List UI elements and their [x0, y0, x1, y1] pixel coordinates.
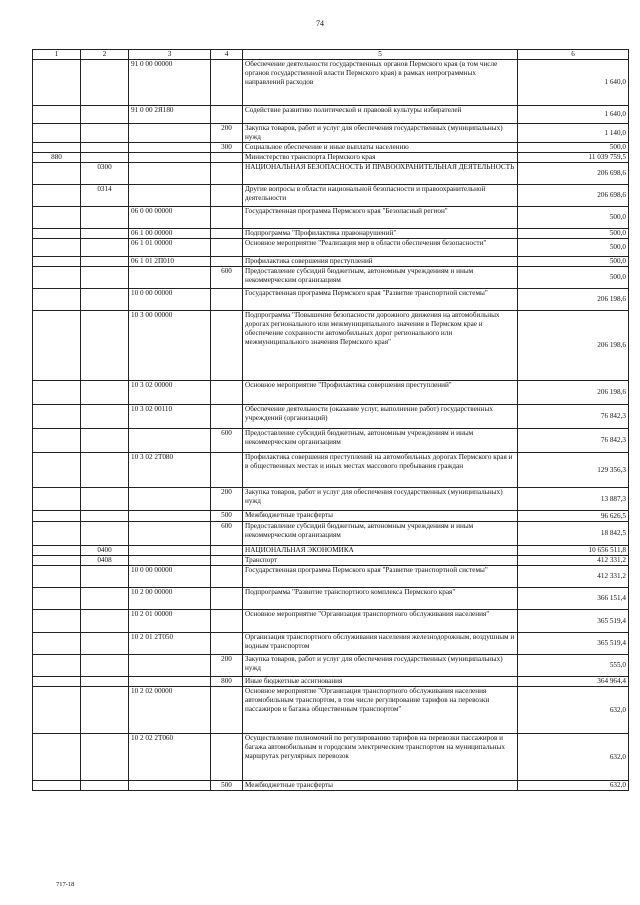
header-col-2: 2: [81, 50, 129, 60]
expense-type-code: [211, 453, 243, 488]
amount: 632,0: [518, 687, 629, 734]
target-article-code: [129, 143, 211, 153]
ministry-code: [33, 405, 81, 429]
amount: 206 698,6: [518, 185, 629, 207]
table-row: [33, 522, 629, 546]
item-name: Обеспечение деятельности (оказание услуг, выполнение работ) государственных учреждений (организаций): [243, 405, 518, 429]
ministry-code: [33, 566, 81, 588]
ministry-code: [33, 207, 81, 229]
item-name: Основное мероприятие "Организация транспортного обслуживания населения автомобильным транспортом, в том числе регулирование тарифов на перевозки пассажиров и багажа общественным транспортом": [243, 687, 518, 734]
target-article-code: 91 0 00 2Я180: [129, 106, 211, 124]
ministry-code: [33, 289, 81, 311]
table-header: [33, 50, 629, 60]
table-row: [33, 588, 629, 610]
expense-type-code: [211, 546, 243, 556]
section-code: [81, 153, 129, 163]
section-code: [81, 610, 129, 633]
section-code: [81, 511, 129, 522]
target-article-code: 10 2 00 00000: [129, 588, 211, 610]
section-code: [81, 143, 129, 153]
ministry-code: [33, 257, 81, 267]
section-code: [81, 381, 129, 405]
target-article-code: 10 3 02 2Т080: [129, 453, 211, 488]
target-article-code: [129, 124, 211, 143]
section-code: [81, 655, 129, 677]
ministry-code: [33, 734, 81, 781]
ministry-code: [33, 522, 81, 546]
target-article-code: [129, 546, 211, 556]
footer-code: 717-18: [56, 881, 75, 888]
target-article-code: [129, 655, 211, 677]
item-name: Предоставление субсидий бюджетным, автономным учреждениям и иным некоммерческим организациям: [243, 267, 518, 289]
table-row: [33, 633, 629, 655]
amount: 1 640,0: [518, 60, 629, 106]
item-name: Подпрограмма "Развитие транспортного комплекса Пермского края": [243, 588, 518, 610]
target-article-code: [129, 522, 211, 546]
section-code: [81, 781, 129, 791]
target-article-code: 06 1 01 00000: [129, 239, 211, 257]
target-article-code: [129, 429, 211, 453]
target-article-code: 10 3 02 00000: [129, 381, 211, 405]
table-row: [33, 143, 629, 153]
table-row: [33, 511, 629, 522]
target-article-code: 91 0 00 00000: [129, 60, 211, 106]
item-name: Социальное обеспечение и иные выплаты населению: [243, 143, 518, 153]
amount: 1 640,0: [518, 106, 629, 124]
amount: 500,0: [518, 207, 629, 229]
target-article-code: 06 0 00 00000: [129, 207, 211, 229]
ministry-code: [33, 556, 81, 566]
expense-type-code: [211, 734, 243, 781]
section-code: [81, 311, 129, 381]
item-name: Государственная программа Пермского края "Безопасный регион": [243, 207, 518, 229]
target-article-code: 10 2 02 2Т060: [129, 734, 211, 781]
header-col-1: 1: [33, 50, 81, 60]
item-name: Содействие развитию политической и правовой культуры избирателей: [243, 106, 518, 124]
table-row: [33, 381, 629, 405]
amount: 500,0: [518, 267, 629, 289]
section-code: [81, 566, 129, 588]
target-article-code: 10 2 01 2Т050: [129, 633, 211, 655]
ministry-code: [33, 453, 81, 488]
ministry-code: [33, 429, 81, 453]
amount: 13 887,3: [518, 488, 629, 511]
section-code: [81, 633, 129, 655]
header-col-3: 3: [129, 50, 211, 60]
section-code: 0400: [81, 546, 129, 556]
table-row: [33, 239, 629, 257]
amount: 632,0: [518, 781, 629, 791]
target-article-code: 06 1 00 00000: [129, 229, 211, 239]
table-row: [33, 106, 629, 124]
amount: 632,0: [518, 734, 629, 781]
ministry-code: [33, 781, 81, 791]
item-name: НАЦИОНАЛЬНАЯ БЕЗОПАСНОСТЬ И ПРАВООХРАНИТЕЛЬНАЯ ДЕЯТЕЛЬНОСТЬ: [243, 163, 518, 185]
table-row: [33, 453, 629, 488]
expense-type-code: [211, 229, 243, 239]
table-row: [33, 229, 629, 239]
ministry-code: [33, 267, 81, 289]
ministry-code: [33, 229, 81, 239]
amount: 206 198,6: [518, 311, 629, 381]
item-name: Основное мероприятие "Организация транспортного обслуживания населения": [243, 610, 518, 633]
amount: 96 626,5: [518, 511, 629, 522]
item-name: Основное мероприятие "Профилактика совершения преступлений": [243, 381, 518, 405]
item-name: Государственная программа Пермского края "Развитие транспортной системы": [243, 289, 518, 311]
table-row: [33, 687, 629, 734]
table-row: [33, 655, 629, 677]
amount: 366 151,4: [518, 588, 629, 610]
expense-type-code: [211, 381, 243, 405]
expense-type-code: 500: [211, 781, 243, 791]
expense-type-code: [211, 566, 243, 588]
amount: 206 198,6: [518, 381, 629, 405]
ministry-code: [33, 381, 81, 405]
section-code: 0314: [81, 185, 129, 207]
expense-type-code: 500: [211, 511, 243, 522]
expense-type-code: [211, 106, 243, 124]
table-row: [33, 429, 629, 453]
item-name: Транспорт: [243, 556, 518, 566]
expense-type-code: 600: [211, 267, 243, 289]
table-row: [33, 124, 629, 143]
section-code: [81, 405, 129, 429]
amount: 500,0: [518, 239, 629, 257]
item-name: Другие вопросы в области национальной безопасности и правоохранительной деятельности: [243, 185, 518, 207]
target-article-code: 10 2 01 00000: [129, 610, 211, 633]
expense-type-code: 600: [211, 429, 243, 453]
target-article-code: [129, 153, 211, 163]
table-row: [33, 677, 629, 687]
amount: 206 198,6: [518, 289, 629, 311]
header-col-6: 6: [518, 50, 629, 60]
target-article-code: 06 1 01 2П010: [129, 257, 211, 267]
expense-type-code: [211, 610, 243, 633]
table-row: [33, 153, 629, 163]
header-col-4: 4: [211, 50, 243, 60]
ministry-code: [33, 488, 81, 511]
section-code: [81, 429, 129, 453]
expense-type-code: 600: [211, 522, 243, 546]
section-code: [81, 124, 129, 143]
table-body: [33, 60, 629, 791]
item-name: Закупка товаров, работ и услуг для обеспечения государственных (муниципальных) нужд: [243, 655, 518, 677]
expense-type-code: [211, 633, 243, 655]
ministry-code: [33, 60, 81, 106]
item-name: Обеспечение деятельности государственных органов Пермского края (в том числе органов государственной власти Пермского края) в рамках непрограммных направлений расходов: [243, 60, 518, 106]
expense-type-code: [211, 60, 243, 106]
expense-type-code: [211, 163, 243, 185]
expense-type-code: [211, 289, 243, 311]
item-name: Закупка товаров, работ и услуг для обеспечения государственных (муниципальных) нужд: [243, 488, 518, 511]
table-row: [33, 488, 629, 511]
ministry-code: [33, 610, 81, 633]
target-article-code: [129, 511, 211, 522]
ministry-code: [33, 633, 81, 655]
section-code: [81, 522, 129, 546]
target-article-code: [129, 488, 211, 511]
amount: 11 039 759,5: [518, 153, 629, 163]
ministry-code: [33, 677, 81, 687]
ministry-code: [33, 124, 81, 143]
section-code: [81, 239, 129, 257]
item-name: Осуществление полномочий по регулированию тарифов на перевозки пассажиров и багажа автомобильным и городским электрическим транспортом на муниципальных маршрутах регулярных перевозок: [243, 734, 518, 781]
section-code: [81, 257, 129, 267]
ministry-code: [33, 239, 81, 257]
item-name: Подпрограмма "Профилактика правонарушений": [243, 229, 518, 239]
section-code: 0408: [81, 556, 129, 566]
expense-type-code: [211, 556, 243, 566]
target-article-code: 10 2 02 00000: [129, 687, 211, 734]
target-article-code: [129, 163, 211, 185]
item-name: Государственная программа Пермского края "Развитие транспортной системы": [243, 566, 518, 588]
header-row: [33, 50, 629, 60]
table-row: [33, 546, 629, 556]
item-name: Министерство транспорта Пермского края: [243, 153, 518, 163]
target-article-code: [129, 185, 211, 207]
amount: 18 842,5: [518, 522, 629, 546]
item-name: Подпрограмма "Повышение безопасности дорожного движения на автомобильных дорогах регионального или межмуниципального значения в Пермском крае и обеспечение сохранности автомобильных дорог регионального или межмуниципального значения Пермского края": [243, 311, 518, 381]
item-name: Предоставление субсидий бюджетным, автономным учреждениям и иным некоммерческим организациям: [243, 429, 518, 453]
table-row: [33, 257, 629, 267]
ministry-code: [33, 311, 81, 381]
expense-type-code: [211, 405, 243, 429]
expense-type-code: [211, 185, 243, 207]
expense-type-code: [211, 153, 243, 163]
expense-type-code: 200: [211, 655, 243, 677]
amount: 364 964,4: [518, 677, 629, 687]
section-code: 0300: [81, 163, 129, 185]
ministry-code: 880: [33, 153, 81, 163]
target-article-code: 10 3 00 00000: [129, 311, 211, 381]
table-row: [33, 610, 629, 633]
amount: 76 842,3: [518, 429, 629, 453]
table-row: [33, 289, 629, 311]
expense-type-code: [211, 257, 243, 267]
section-code: [81, 734, 129, 781]
target-article-code: 10 3 02 00110: [129, 405, 211, 429]
section-code: [81, 207, 129, 229]
table-row: [33, 734, 629, 781]
section-code: [81, 289, 129, 311]
expense-type-code: 800: [211, 677, 243, 687]
amount: 412 331,2: [518, 566, 629, 588]
item-name: НАЦИОНАЛЬНАЯ ЭКОНОМИКА: [243, 546, 518, 556]
expense-type-code: [211, 207, 243, 229]
expense-type-code: 200: [211, 488, 243, 511]
item-name: Предоставление субсидий бюджетным, автономным учреждениям и иным некоммерческим организациям: [243, 522, 518, 546]
target-article-code: [129, 677, 211, 687]
ministry-code: [33, 655, 81, 677]
table-row: [33, 311, 629, 381]
amount: 500,0: [518, 229, 629, 239]
ministry-code: [33, 185, 81, 207]
ministry-code: [33, 143, 81, 153]
amount: 365 519,4: [518, 610, 629, 633]
page-number: 74: [316, 19, 324, 28]
section-code: [81, 229, 129, 239]
expense-type-code: 300: [211, 143, 243, 153]
amount: 10 656 511,8: [518, 546, 629, 556]
table-row: [33, 267, 629, 289]
section-code: [81, 687, 129, 734]
section-code: [81, 588, 129, 610]
item-name: Профилактика совершения преступлений: [243, 257, 518, 267]
amount: 500,0: [518, 143, 629, 153]
item-name: Основное мероприятие "Реализация мер в области обеспечения безопасности": [243, 239, 518, 257]
expense-type-code: [211, 239, 243, 257]
ministry-code: [33, 687, 81, 734]
table-row: [33, 207, 629, 229]
target-article-code: 10 0 00 00000: [129, 566, 211, 588]
section-code: [81, 106, 129, 124]
table-row: [33, 566, 629, 588]
table-row: [33, 781, 629, 791]
amount: 555,0: [518, 655, 629, 677]
section-code: [81, 488, 129, 511]
amount: 206 698,6: [518, 163, 629, 185]
item-name: Иные бюджетные ассигнования: [243, 677, 518, 687]
table-row: [33, 163, 629, 185]
target-article-code: 10 0 00 00000: [129, 289, 211, 311]
section-code: [81, 267, 129, 289]
section-code: [81, 677, 129, 687]
target-article-code: [129, 781, 211, 791]
table-row: [33, 556, 629, 566]
table-row: [33, 60, 629, 106]
expense-type-code: [211, 311, 243, 381]
ministry-code: [33, 106, 81, 124]
ministry-code: [33, 546, 81, 556]
amount: 129 356,3: [518, 453, 629, 488]
item-name: Межбюджетные трансферты: [243, 781, 518, 791]
amount: 1 140,0: [518, 124, 629, 143]
budget-table: [32, 49, 629, 791]
item-name: Профилактика совершения преступлений на автомобильных дорогах Пермского края и в общественных местах и иных местах массового пребывания граждан: [243, 453, 518, 488]
amount: 365 519,4: [518, 633, 629, 655]
expense-type-code: [211, 588, 243, 610]
target-article-code: [129, 556, 211, 566]
table-row: [33, 405, 629, 429]
ministry-code: [33, 511, 81, 522]
expense-type-code: [211, 687, 243, 734]
item-name: Организация транспортного обслуживания населения железнодорожным, воздушным и водным транспортом: [243, 633, 518, 655]
target-article-code: [129, 267, 211, 289]
expense-type-code: 200: [211, 124, 243, 143]
section-code: [81, 453, 129, 488]
ministry-code: [33, 163, 81, 185]
item-name: Закупка товаров, работ и услуг для обеспечения государственных (муниципальных) нужд: [243, 124, 518, 143]
amount: 76 842,3: [518, 405, 629, 429]
table-row: [33, 185, 629, 207]
amount: 500,0: [518, 257, 629, 267]
amount: 412 331,2: [518, 556, 629, 566]
header-col-5: 5: [243, 50, 518, 60]
ministry-code: [33, 588, 81, 610]
item-name: Межбюджетные трансферты: [243, 511, 518, 522]
section-code: [81, 60, 129, 106]
